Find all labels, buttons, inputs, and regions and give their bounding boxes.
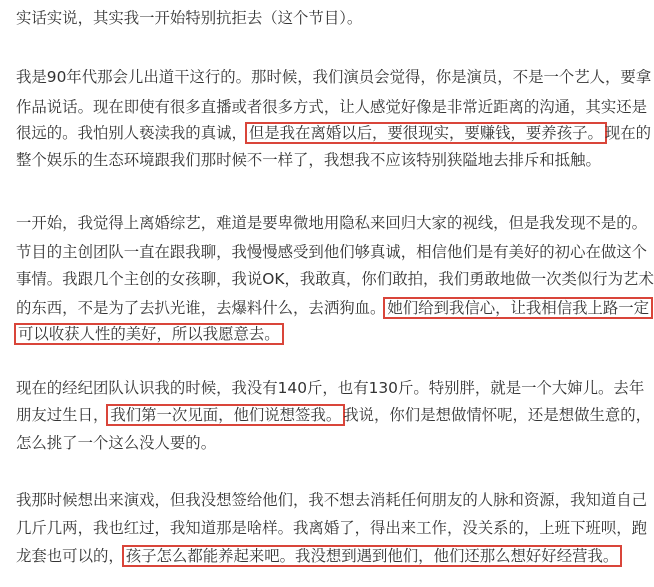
- text-line: [16, 490, 648, 510]
- text-line: [16, 546, 626, 566]
- text-segment: 一开始，我觉得上离婚综艺，难道是要卑微地用隐私来回归大家的视线，但是我发现不是的。: [16, 214, 648, 232]
- text-line: [16, 67, 652, 87]
- text-line: [16, 324, 626, 344]
- text-line: [16, 213, 648, 233]
- highlighted-quote: 可以收获人性的美好，所以我愿意去。: [14, 323, 284, 345]
- text-segment: 整个娱乐的生态环境跟我们那时候不一样了，我想我不应该特别狭隘地去排斥和抵触。: [16, 151, 601, 169]
- text-line: [16, 242, 648, 262]
- text-line: [16, 378, 645, 398]
- text-line: [16, 8, 626, 28]
- text-line: [16, 269, 654, 289]
- text-segment: 现在的经纪团队认识我的时候，我没有140斤，也有130斤。特别胖，就是一个大婶儿。去年: [16, 379, 645, 397]
- text-segment: 节目的主创团队一直在跟我聊，我慢慢感受到他们够真诚，相信他们是有美好的初心在做这个: [16, 243, 648, 261]
- text-segment: 怎么挑了一个这么没人要的。: [16, 434, 217, 452]
- text-line: [16, 518, 648, 538]
- text-segment: 我说，你们是想做情怀呢，还是想做生意的，: [343, 406, 652, 424]
- text-segment: 事情。我跟几个主创的女孩聊，我说OK，我敢真，你们敢拍，我们勇敢地做一次类似行为艺术: [16, 270, 654, 288]
- text-segment: 我是90年代那会儿出道干这行的。那时候，我们演员会觉得，你是演员，不是一个艺人，要拿: [16, 68, 652, 86]
- text-segment: 实话实说，其实我一开始特别抗拒去（这个节目）。: [16, 9, 363, 27]
- text-segment: 朋友过生日，: [16, 406, 109, 424]
- text-line: [16, 123, 652, 143]
- text-segment: 作品说话。现在即使有很多直播或者很多方式，让人感觉好像是非常近距离的沟通，其实还是: [16, 98, 648, 116]
- text-segment: 的东西，不是为了去扒光谁，去爆料什么，去洒狗血。: [16, 299, 386, 317]
- text-line: [16, 97, 648, 117]
- text-line: [16, 150, 626, 170]
- highlighted-quote: 她们给到我信心，让我相信我上路一定: [383, 297, 653, 319]
- highlighted-quote: 但是我在离婚以后，要很现实，要赚钱，要养孩子。: [245, 122, 607, 144]
- highlighted-quote: 孩子怎么都能养起来吧。我没想到遇到他们，他们还那么想好好经营我。: [122, 545, 623, 567]
- text-segment: 我那时候想出来演戏，但我没想签给他们，我不想去消耗任何朋友的人脉和资源，我知道自己: [16, 491, 648, 509]
- text-segment: 几斤几两，我也红过，我知道那是啥样。我离婚了，得出来工作，没关系的，上班下班呗，跑: [16, 519, 648, 537]
- text-segment: 现在的: [604, 124, 652, 142]
- text-segment: 龙套也可以的，: [16, 547, 124, 565]
- text-segment: 很远的。我怕别人亵渎我的真诚，: [16, 124, 247, 142]
- text-line: [16, 433, 626, 453]
- text-line: [16, 298, 650, 318]
- text-line: [16, 405, 652, 425]
- highlighted-quote: 我们第一次见面，他们说想签我。: [106, 404, 345, 426]
